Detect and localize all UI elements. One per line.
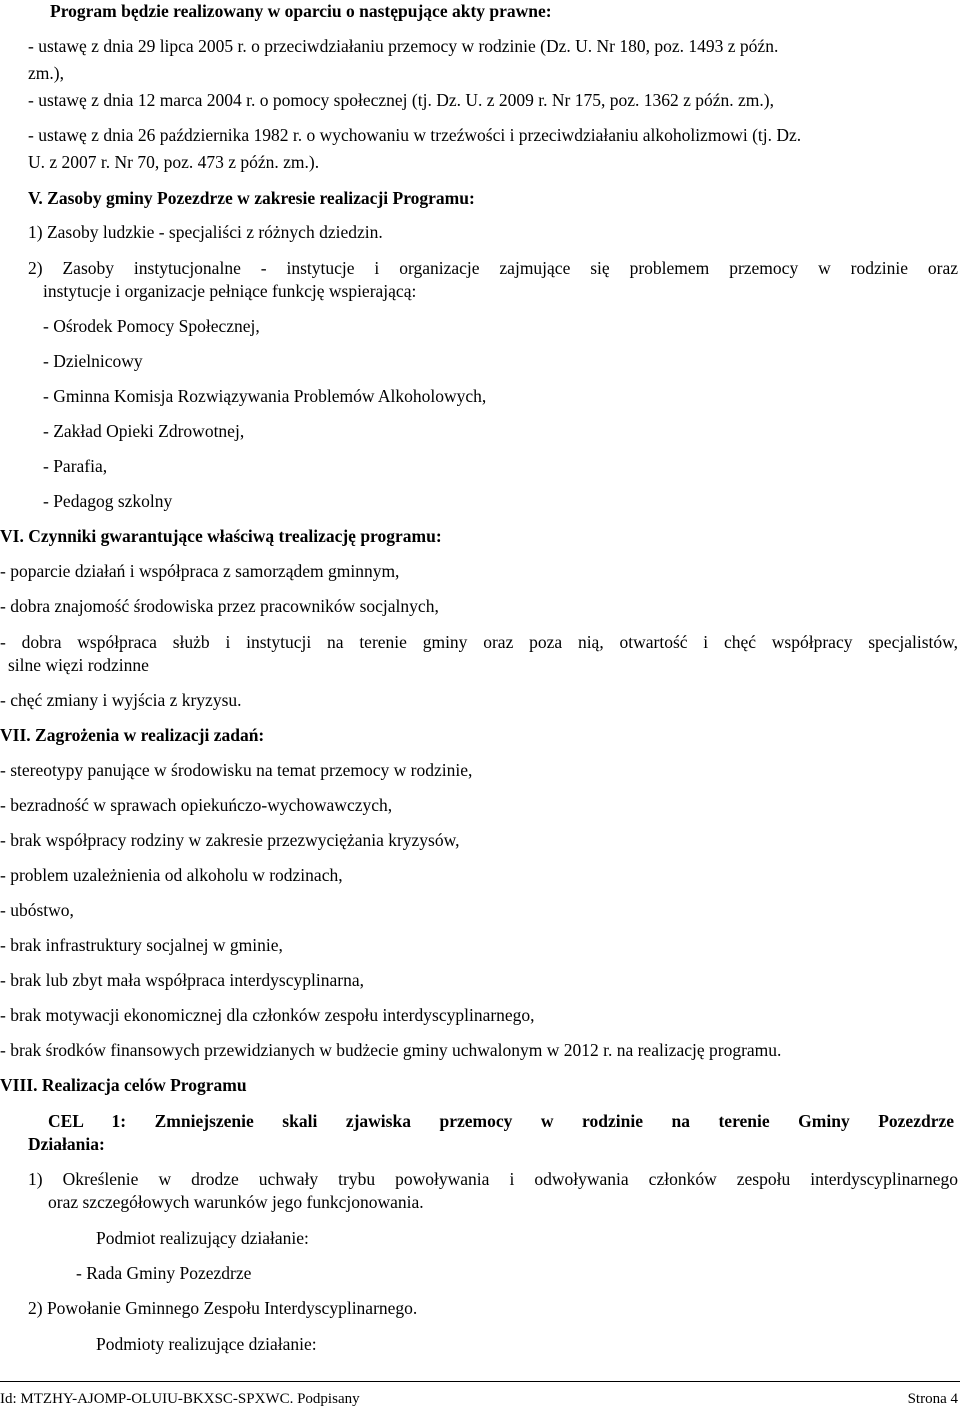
resource-item: - Gminna Komisja Rozwiązywania Problemów Alkoholowych, [43, 386, 487, 406]
threat-item: - problem uzależnienia od alkoholu w rodzinach, [0, 865, 343, 885]
factor-item-cont: silne więzi rodzinne [8, 655, 149, 675]
threat-item: - stereotypy panujące w środowisku na temat przemocy w rodzinie, [0, 760, 473, 780]
section-5-title: Zasoby gminy Pozezdrze w zakresie realizacji Programu: [47, 188, 475, 208]
footer-divider [0, 1381, 960, 1382]
action-1-cont: oraz szczegółowych warunków jego funkcjonowania. [48, 1192, 424, 1212]
section-5-number: V. [28, 188, 43, 208]
legal-item-3: - ustawę z dnia 26 października 1982 r. o wychowaniu w trzeźwości i przeciwdziałaniu alkoholizmowi (tj. Dz. [28, 125, 802, 145]
threat-item: - brak infrastruktury socjalnej w gminie, [0, 935, 283, 955]
resource-item: - Dzielnicowy [43, 351, 143, 371]
action-2-subject-label: Podmioty realizujące działanie: [96, 1334, 317, 1354]
action-1: 1) Określenie w drodze uchwały trybu powoływania i odwoływania członków zespołu interdyscyplinarnego [28, 1169, 958, 1189]
factor-item: - dobra współpraca służb i instytucji na terenie gminy oraz poza nią, otwartość i chęć współpracy specjalistów, [0, 632, 958, 652]
section-7-number: VII. [0, 725, 31, 745]
section-7-title: Zagrożenia w realizacji zadań: [35, 725, 265, 745]
threat-item: - ubóstwo, [0, 900, 74, 920]
threat-item: - brak lub zbyt mała współpraca interdyscyplinarna, [0, 970, 364, 990]
section-5-paragraph-2-cont: instytucje i organizacje pełniące funkcję wspierającą: [43, 281, 417, 301]
action-1-subject-label: Podmiot realizujący działanie: [96, 1228, 309, 1248]
resource-item: - Parafia, [43, 456, 108, 476]
action-2: 2) Powołanie Gminnego Zespołu Interdyscyplinarnego. [28, 1298, 418, 1318]
actions-label: Działania: [28, 1134, 105, 1154]
section-6-heading [0, 525, 442, 548]
threat-item: - bezradność w sprawach opiekuńczo-wychowawczych, [0, 795, 393, 815]
legal-item-1: - ustawę z dnia 29 lipca 2005 r. o przeciwdziałaniu przemocy w rodzinie (Dz. U. Nr 180, poz. 1493 z późn. [28, 36, 779, 56]
threat-item: - brak współpracy rodziny w zakresie przezwyciężania kryzysów, [0, 830, 460, 850]
factor-item: - chęć zmiany i wyjścia z kryzysu. [0, 690, 242, 710]
section-6-number: VI. [0, 526, 24, 546]
legal-item-2: - ustawę z dnia 12 marca 2004 r. o pomocy społecznej (tj. Dz. U. z 2009 r. Nr 175, poz. 1362 z późn. zm.), [28, 90, 774, 110]
footer-document-id: Id: MTZHY-AJOMP-OLUIU-BKXSC-SPXWC. Podpisany [0, 1391, 360, 1407]
section-8-title: Realizacja celów Programu [41, 1075, 247, 1095]
section-5-paragraph-2: 2) Zasoby instytucjonalne - instytucje i organizacje zajmujące się problemem przemocy w rodzinie oraz [28, 258, 958, 278]
resource-item: - Zakład Opieki Zdrowotnej, [43, 421, 245, 441]
threat-item: - brak motywacji ekonomicznej dla członków zespołu interdyscyplinarnego, [0, 1005, 535, 1025]
section-6-title: Czynniki gwarantujące właściwą trealizację programu: [28, 526, 442, 546]
resource-item: - Pedagog szkolny [43, 491, 173, 511]
action-1-subject: - Rada Gminy Pozezdrze [76, 1263, 252, 1283]
section-8-heading [0, 1074, 247, 1097]
factor-item: - dobra znajomość środowiska przez pracowników socjalnych, [0, 596, 439, 616]
footer-page-number: Strona 4 [907, 1391, 958, 1407]
legal-item-3-cont: U. z 2007 r. Nr 70, poz. 473 z późn. zm.). [28, 152, 320, 172]
section-7-heading [0, 724, 264, 747]
section-5-heading [28, 187, 475, 210]
threat-item: - brak środków finansowych przewidzianych w budżecie gminy uchwalonym w 2012 r. na realizację programu. [0, 1040, 782, 1060]
goal-1: CEL 1: Zmniejszenie skali zjawiska przemocy w rodzinie na terenie Gminy Pozezdrze [48, 1111, 954, 1131]
factor-item: - poparcie działań i współpraca z samorządem gminnym, [0, 561, 400, 581]
resource-item: - Ośrodek Pomocy Społecznej, [43, 316, 260, 336]
section-5-paragraph-1: 1) Zasoby ludzkie - specjaliści z różnych dziedzin. [28, 222, 383, 242]
legal-item-1-cont: zm.), [28, 63, 64, 83]
legal-heading: Program będzie realizowany w oparciu o następujące akty prawne: [50, 1, 552, 21]
section-8-number: VIII. [0, 1075, 38, 1095]
